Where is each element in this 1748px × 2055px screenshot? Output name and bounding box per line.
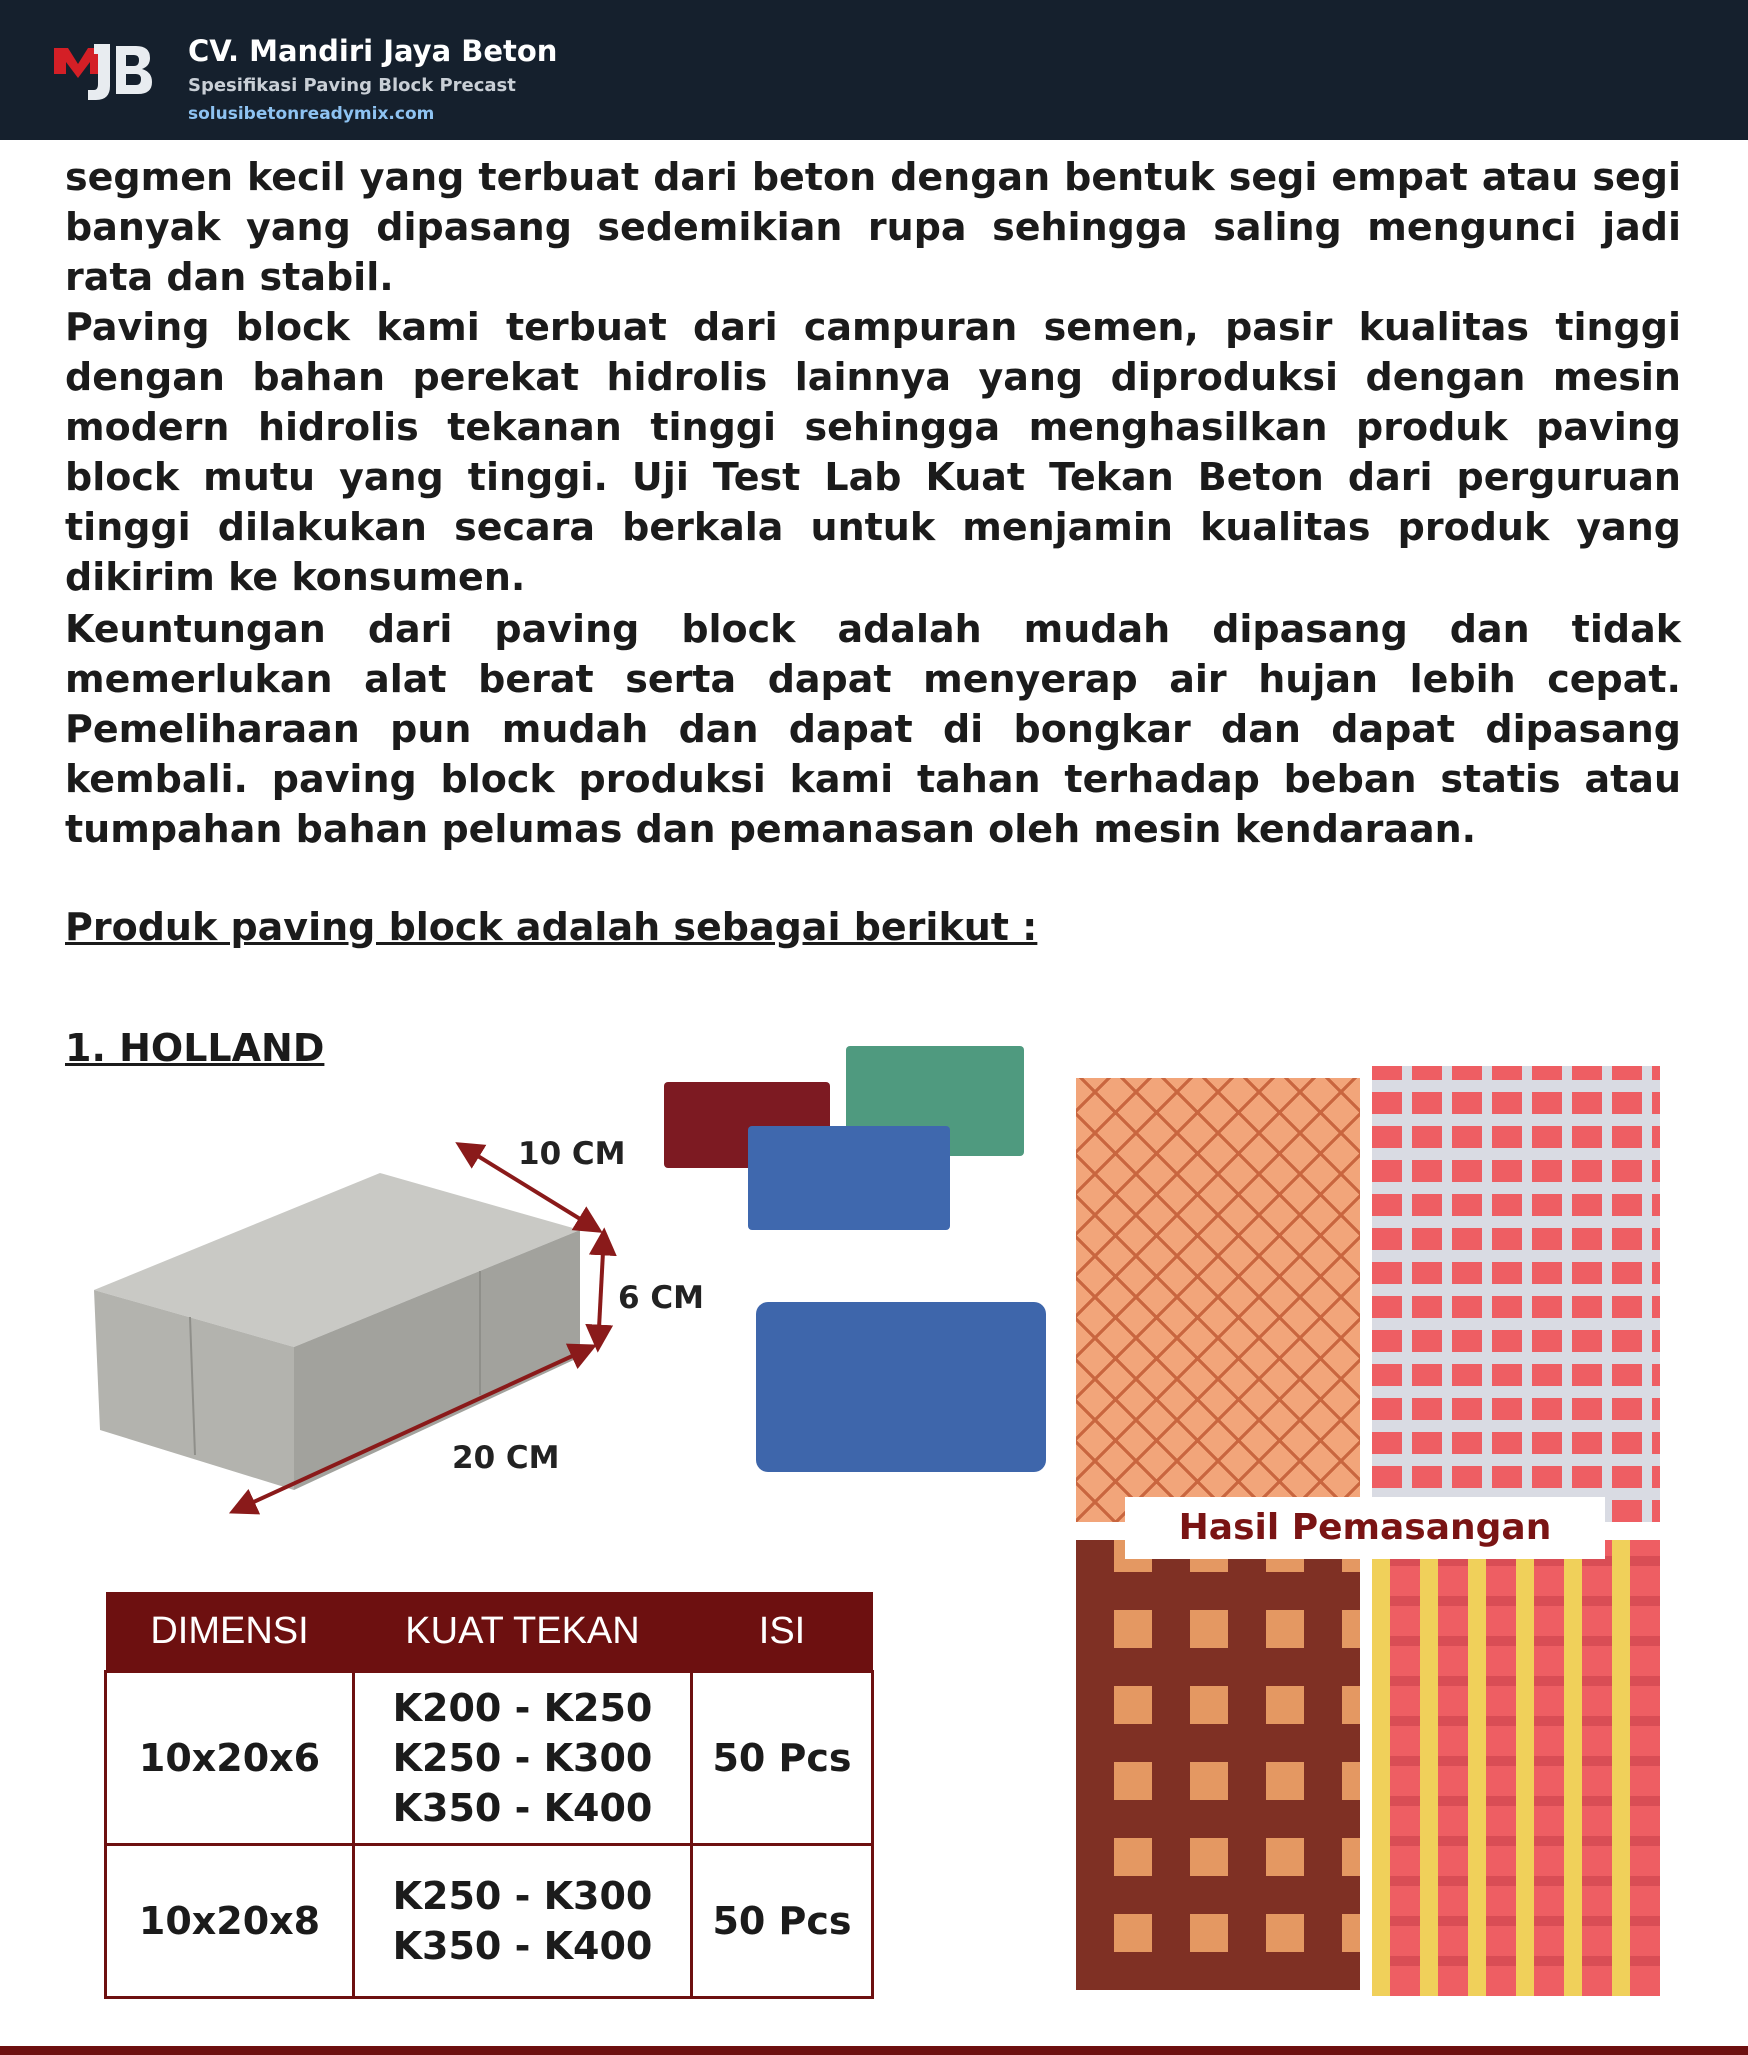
table-row — [106, 1845, 873, 1998]
col-header-isi: ISI — [692, 1592, 873, 1672]
height-label: 6 CM — [618, 1280, 704, 1316]
herringbone-orange-pattern — [1076, 1078, 1360, 1522]
cell-kuat-tekan — [354, 1845, 692, 1998]
col-header-dimensi: DIMENSI — [106, 1592, 354, 1672]
materials-paragraph: Paving block kami terbuat dari campuran semen, pasir kualitas tinggi dengan bahan perekat hidrolis lainnya yang diproduksi dengan mesin modern hidrolis tekanan tinggi sehingga menghasilkan produk paving block mutu yang tinggi. Uji Test Lab Kuat Tekan Beton dari perguruan tinggi dilakukan secara berkala untuk menjamin kualitas produk yang dikirim ke konsumen. — [65, 305, 1681, 599]
table-row — [106, 1672, 873, 1845]
cell-isi: 50 Pcs — [692, 1672, 873, 1845]
product-title: 1. HOLLAND — [65, 1026, 325, 1070]
intro-paragraph: segmen kecil yang terbuat dari beton dengan bentuk segi empat atau segi banyak yang dipasang sedemikian rupa sehingga saling mengunci jadi rata dan stabil. — [65, 155, 1681, 299]
basketweave-brown-pattern — [1076, 1540, 1360, 1990]
company-logo — [54, 38, 154, 104]
strength-line: K350 - K400 — [392, 1924, 653, 1968]
swatch-blue-large — [756, 1302, 1046, 1472]
spec-table — [104, 1592, 874, 1999]
products-heading: Produk paving block adalah sebagai berikut : — [65, 905, 1038, 949]
col-header-kuat-tekan: KUAT TEKAN — [354, 1592, 692, 1672]
benefits-paragraph: Keuntungan dari paving block adalah mudah dipasang dan tidak memerlukan alat berat serta dapat menyerap air hujan lebih cepat. Pemeliharaan pun mudah dan dapat di bongkar dan dapat dipasang kembali. paving block produksi kami tahan terhadap beban statis atau tumpahan bahan pelumas dan pemanasan oleh mesin kendaraan. — [65, 607, 1681, 851]
header-bar — [0, 0, 1748, 140]
swatch-blue-small — [748, 1126, 950, 1230]
width-label: 10 CM — [518, 1136, 626, 1172]
cell-kuat-tekan — [354, 1672, 692, 1845]
strength-line: K250 - K300 — [392, 1736, 653, 1780]
strength-line: K350 - K400 — [392, 1786, 653, 1830]
paving-block-illustration — [80, 1125, 640, 1545]
cell-isi: 50 Pcs — [692, 1845, 873, 1998]
bottom-rule — [0, 2046, 1748, 2055]
herringbone-red-grey-pattern — [1372, 1066, 1660, 1522]
cell-dimensi: 10x20x8 — [106, 1845, 354, 1998]
table-header-row — [106, 1592, 873, 1672]
installation-result-label: Hasil Pemasangan — [1125, 1497, 1605, 1559]
strength-line: K200 - K250 — [392, 1686, 653, 1730]
header-subtitle: Spesifikasi Paving Block Precast — [188, 75, 516, 96]
length-label: 20 CM — [452, 1440, 560, 1476]
cell-dimensi: 10x20x6 — [106, 1672, 354, 1845]
company-name: CV. Mandiri Jaya Beton — [188, 34, 558, 68]
website-link[interactable]: solusibetonreadymix.com — [188, 104, 435, 124]
basketweave-yellow-pattern — [1372, 1540, 1660, 1996]
strength-line: K250 - K300 — [392, 1874, 653, 1918]
